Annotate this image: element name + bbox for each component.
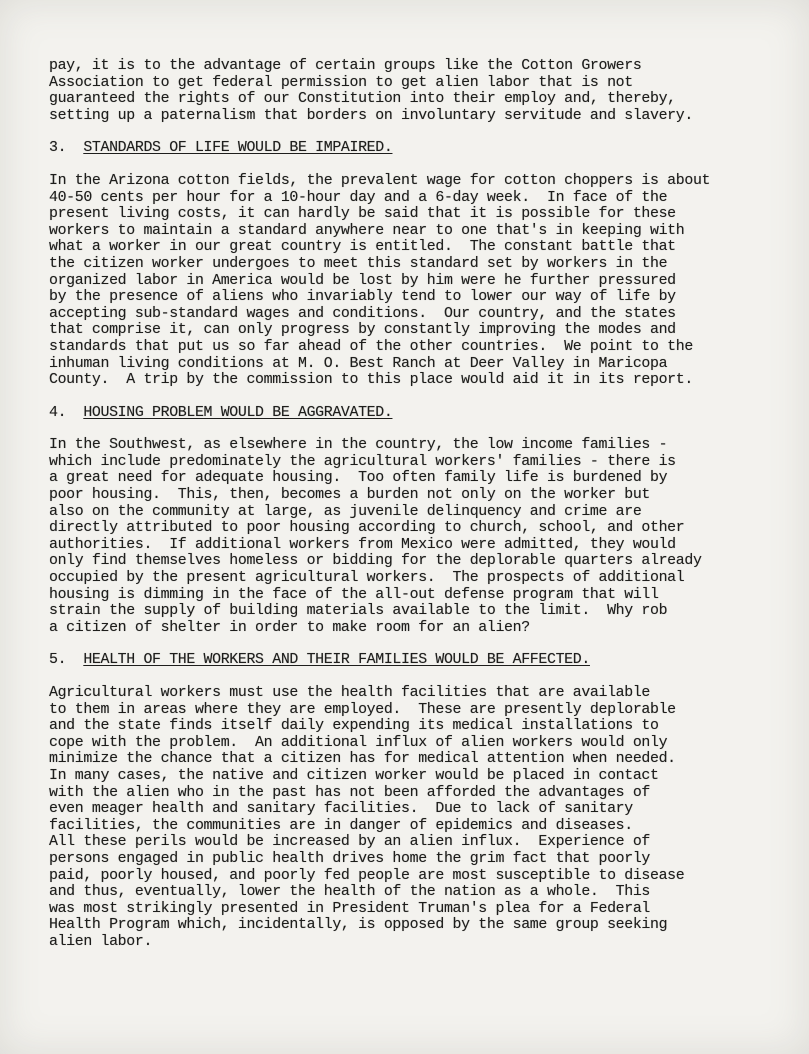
document-body <box>49 58 789 951</box>
text-line: setting up a paternalism that borders on involuntary servitude and slavery. <box>49 107 693 124</box>
text-line: 40-50 cents per hour for a 10-hour day and a 6-day week. In face of the <box>49 189 668 206</box>
text-line: organized labor in America would be lost by him were he further pressured <box>49 272 676 289</box>
text-line: occupied by the present agricultural workers. The prospects of additional <box>49 570 685 587</box>
text-line: Association to get federal permission to get alien labor that is not <box>49 74 633 91</box>
section-heading <box>49 140 789 157</box>
text-line: Agricultural workers must use the health facilities that are available <box>49 685 651 701</box>
text-line: cope with the problem. An additional influx of alien workers would only <box>49 734 668 751</box>
text-line: only find themselves homeless or bidding for the deplorable quarters already <box>49 553 702 570</box>
text-line: a great need for adequate housing. Too often family life is burdened by <box>49 470 668 487</box>
text-line: what a worker in our great country is entitled. The constant battle that <box>49 239 676 256</box>
text-line: All these perils would be increased by an alien influx. Experience of <box>49 834 651 851</box>
text-line: also on the community at large, as juvenile delinquency and crime are <box>49 503 642 520</box>
text-line: a citizen of shelter in order to make room for an alien? <box>49 619 530 636</box>
section-number: 4. <box>49 404 67 421</box>
text-line: directly attributed to poor housing according to church, school, and other <box>49 520 685 537</box>
intro-paragraph <box>49 58 789 124</box>
section-4 <box>49 405 789 637</box>
text-line: with the alien who in the past has not been afforded the advantages of <box>49 784 651 801</box>
text-line: even meager health and sanitary facilities. Due to lack of sanitary <box>49 801 633 818</box>
text-line: housing is dimming in the face of the all-out defense program that will <box>49 586 659 603</box>
section-paragraph <box>49 685 789 951</box>
text-line: to them in areas where they are employed. These are presently deplorable <box>49 701 676 718</box>
section-paragraph <box>49 437 789 636</box>
text-line: alien labor. <box>49 933 153 950</box>
section-title: STANDARDS OF LIFE WOULD BE IMPAIRED. <box>83 140 393 157</box>
text-line: the citizen worker undergoes to meet this standard set by workers in the <box>49 255 668 272</box>
text-line: In many cases, the native and citizen worker would be placed in contact <box>49 767 659 784</box>
section-number: 3. <box>49 140 67 157</box>
text-line: inhuman living conditions at M. O. Best Ranch at Deer Valley in Maricopa <box>49 355 668 372</box>
text-line: In the Southwest, as elsewhere in the country, the low income families - <box>49 437 668 454</box>
text-line: that comprise it, can only progress by constantly improving the modes and <box>49 322 676 339</box>
text-line: authorities. If additional workers from Mexico were admitted, they would <box>49 536 676 553</box>
section-paragraph <box>49 173 789 389</box>
text-line: workers to maintain a standard anywhere near to one that's in keeping with <box>49 222 685 239</box>
section-title: HOUSING PROBLEM WOULD BE AGGRAVATED. <box>83 404 393 421</box>
text-line: present living costs, it can hardly be said that it is possible for these <box>49 206 676 223</box>
text-line: strain the supply of building materials available to the limit. Why rob <box>49 603 668 620</box>
text-line: minimize the chance that a citizen has for medical attention when needed. <box>49 751 676 768</box>
text-line: Health Program which, incidentally, is opposed by the same group seeking <box>49 917 668 934</box>
text-line: accepting sub-standard wages and conditions. Our country, and the states <box>49 305 676 322</box>
text-line: and the state finds itself daily expending its medical installations to <box>49 718 659 735</box>
text-line: paid, poorly housed, and poorly fed people are most susceptible to disease <box>49 867 685 884</box>
section-3 <box>49 140 789 388</box>
section-title: HEALTH OF THE WORKERS AND THEIR FAMILIES WOULD BE AFFECTED. <box>83 652 590 669</box>
section-heading <box>49 405 789 422</box>
text-line: and thus, eventually, lower the health of the nation as a whole. This <box>49 884 651 901</box>
section-heading <box>49 652 789 669</box>
section-5 <box>49 652 789 950</box>
text-line: In the Arizona cotton fields, the prevalent wage for cotton choppers is about <box>49 172 711 189</box>
text-line: was most strikingly presented in President Truman's plea for a Federal <box>49 900 651 917</box>
text-line: which include predominately the agricultural workers' families - there is <box>49 453 676 470</box>
text-line: facilities, the communities are in danger of epidemics and diseases. <box>49 817 633 834</box>
text-line: persons engaged in public health drives home the grim fact that poorly <box>49 850 651 867</box>
section-number: 5. <box>49 652 67 669</box>
text-line: County. A trip by the commission to this place would aid it in its report. <box>49 372 693 389</box>
text-line: poor housing. This, then, becomes a burden not only on the worker but <box>49 487 651 504</box>
text-line: pay, it is to the advantage of certain groups like the Cotton Growers <box>49 58 642 74</box>
text-line: guaranteed the rights of our Constitution into their employ and, thereby, <box>49 91 676 108</box>
text-line: by the presence of aliens who invariably tend to lower our way of life by <box>49 289 676 306</box>
text-line: standards that put us so far ahead of the other countries. We point to the <box>49 338 693 355</box>
